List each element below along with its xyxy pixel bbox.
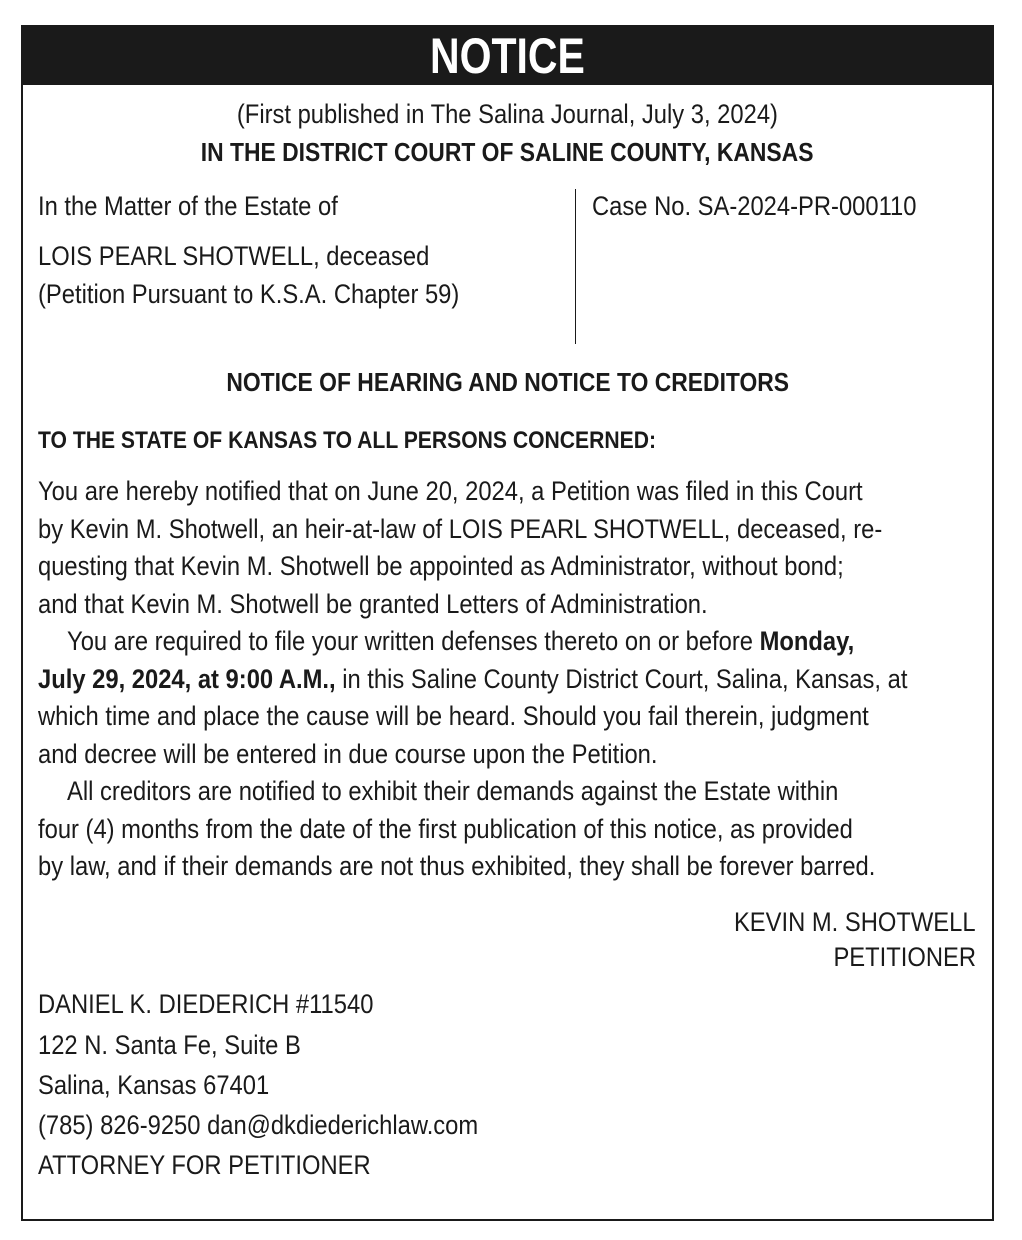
case-caption-right [592, 191, 961, 222]
paragraph-3-line: by law, and if their demands are not thus exhibited, they shall be forever barred. [38, 851, 876, 881]
petitioner-signature [701, 907, 976, 973]
paragraph-3-line: All creditors are notified to exhibit their demands against the Estate within [67, 776, 839, 806]
caption-petition: (Petition Pursuant to K.S.A. Chapter 59) [38, 279, 460, 309]
attorney-address-2: Salina, Kansas 67401 [38, 1070, 270, 1100]
paragraph-2-line: and decree will be entered in due course upon the Petition. [38, 738, 658, 769]
paragraph-2-line [38, 623, 865, 661]
paragraph-1-line: You are hereby notified that on June 20, 2024, a Petition was filed in this Court [38, 476, 863, 506]
petitioner-title: PETITIONER [833, 942, 976, 972]
attorney-block [38, 989, 538, 1181]
paragraph-1 [38, 473, 978, 623]
attorney-contact: (785) 826-9250 dan@dkdiederichlaw.com [38, 1110, 479, 1140]
banner-title: NOTICE [430, 28, 585, 84]
court-text: IN THE DISTRICT COURT OF SALINE COUNTY, KANSAS [201, 137, 814, 167]
paragraph-2 [38, 623, 978, 773]
hearing-day: Monday, [759, 626, 855, 656]
hearing-date: July 29, 2024, at 9:00 A.M., [38, 663, 336, 694]
address-line [38, 427, 740, 455]
paragraph-1-line: and that Kevin M. Shotwell be granted Letters of Administration. [38, 588, 708, 619]
publication-line [23, 99, 992, 130]
caption-divider [575, 189, 576, 344]
court-name [23, 137, 992, 168]
paragraph-2-line: which time and place the cause will be heard. Should you fail therein, judgment [38, 701, 869, 731]
paragraph-2-line [38, 661, 908, 699]
paragraph-3 [38, 773, 978, 886]
paragraph-1-line: questing that Kevin M. Shotwell be appointed as Administrator, without bond; [38, 551, 844, 581]
paragraph-2-line1-text: You are required to file your written defenses thereto on or before [67, 626, 760, 656]
notice-banner [23, 27, 992, 85]
notice-heading [23, 367, 992, 398]
case-number: Case No. SA-2024-PR-000110 [592, 191, 917, 221]
legal-notice [21, 25, 994, 1221]
attorney-name: DANIEL K. DIEDERICH #11540 [38, 989, 374, 1019]
attorney-role: ATTORNEY FOR PETITIONER [38, 1150, 371, 1180]
caption-matter: In the Matter of the Estate of [38, 191, 338, 221]
attorney-address-1: 122 N. Santa Fe, Suite B [38, 1030, 301, 1060]
notice-heading-text: NOTICE OF HEARING AND NOTICE TO CREDITORS [226, 367, 789, 397]
publication-text: (First published in The Salina Journal, July 3, 2024) [236, 99, 779, 129]
paragraph-1-line: by Kevin M. Shotwell, an heir-at-law of LOIS PEARL SHOTWELL, deceased, re- [38, 513, 883, 544]
address-line-text: TO THE STATE OF KANSAS TO ALL PERSONS CONCERNED: [38, 427, 657, 454]
petitioner-name: KEVIN M. SHOTWELL [734, 907, 976, 937]
caption-decedent: LOIS PEARL SHOTWELL, deceased [38, 241, 430, 271]
paragraph-2-line2-text: in this Saline County District Court, Salina, Kansas, at [335, 663, 908, 694]
paragraph-3-line: four (4) months from the date of the first publication of this notice, as provided [38, 813, 853, 844]
